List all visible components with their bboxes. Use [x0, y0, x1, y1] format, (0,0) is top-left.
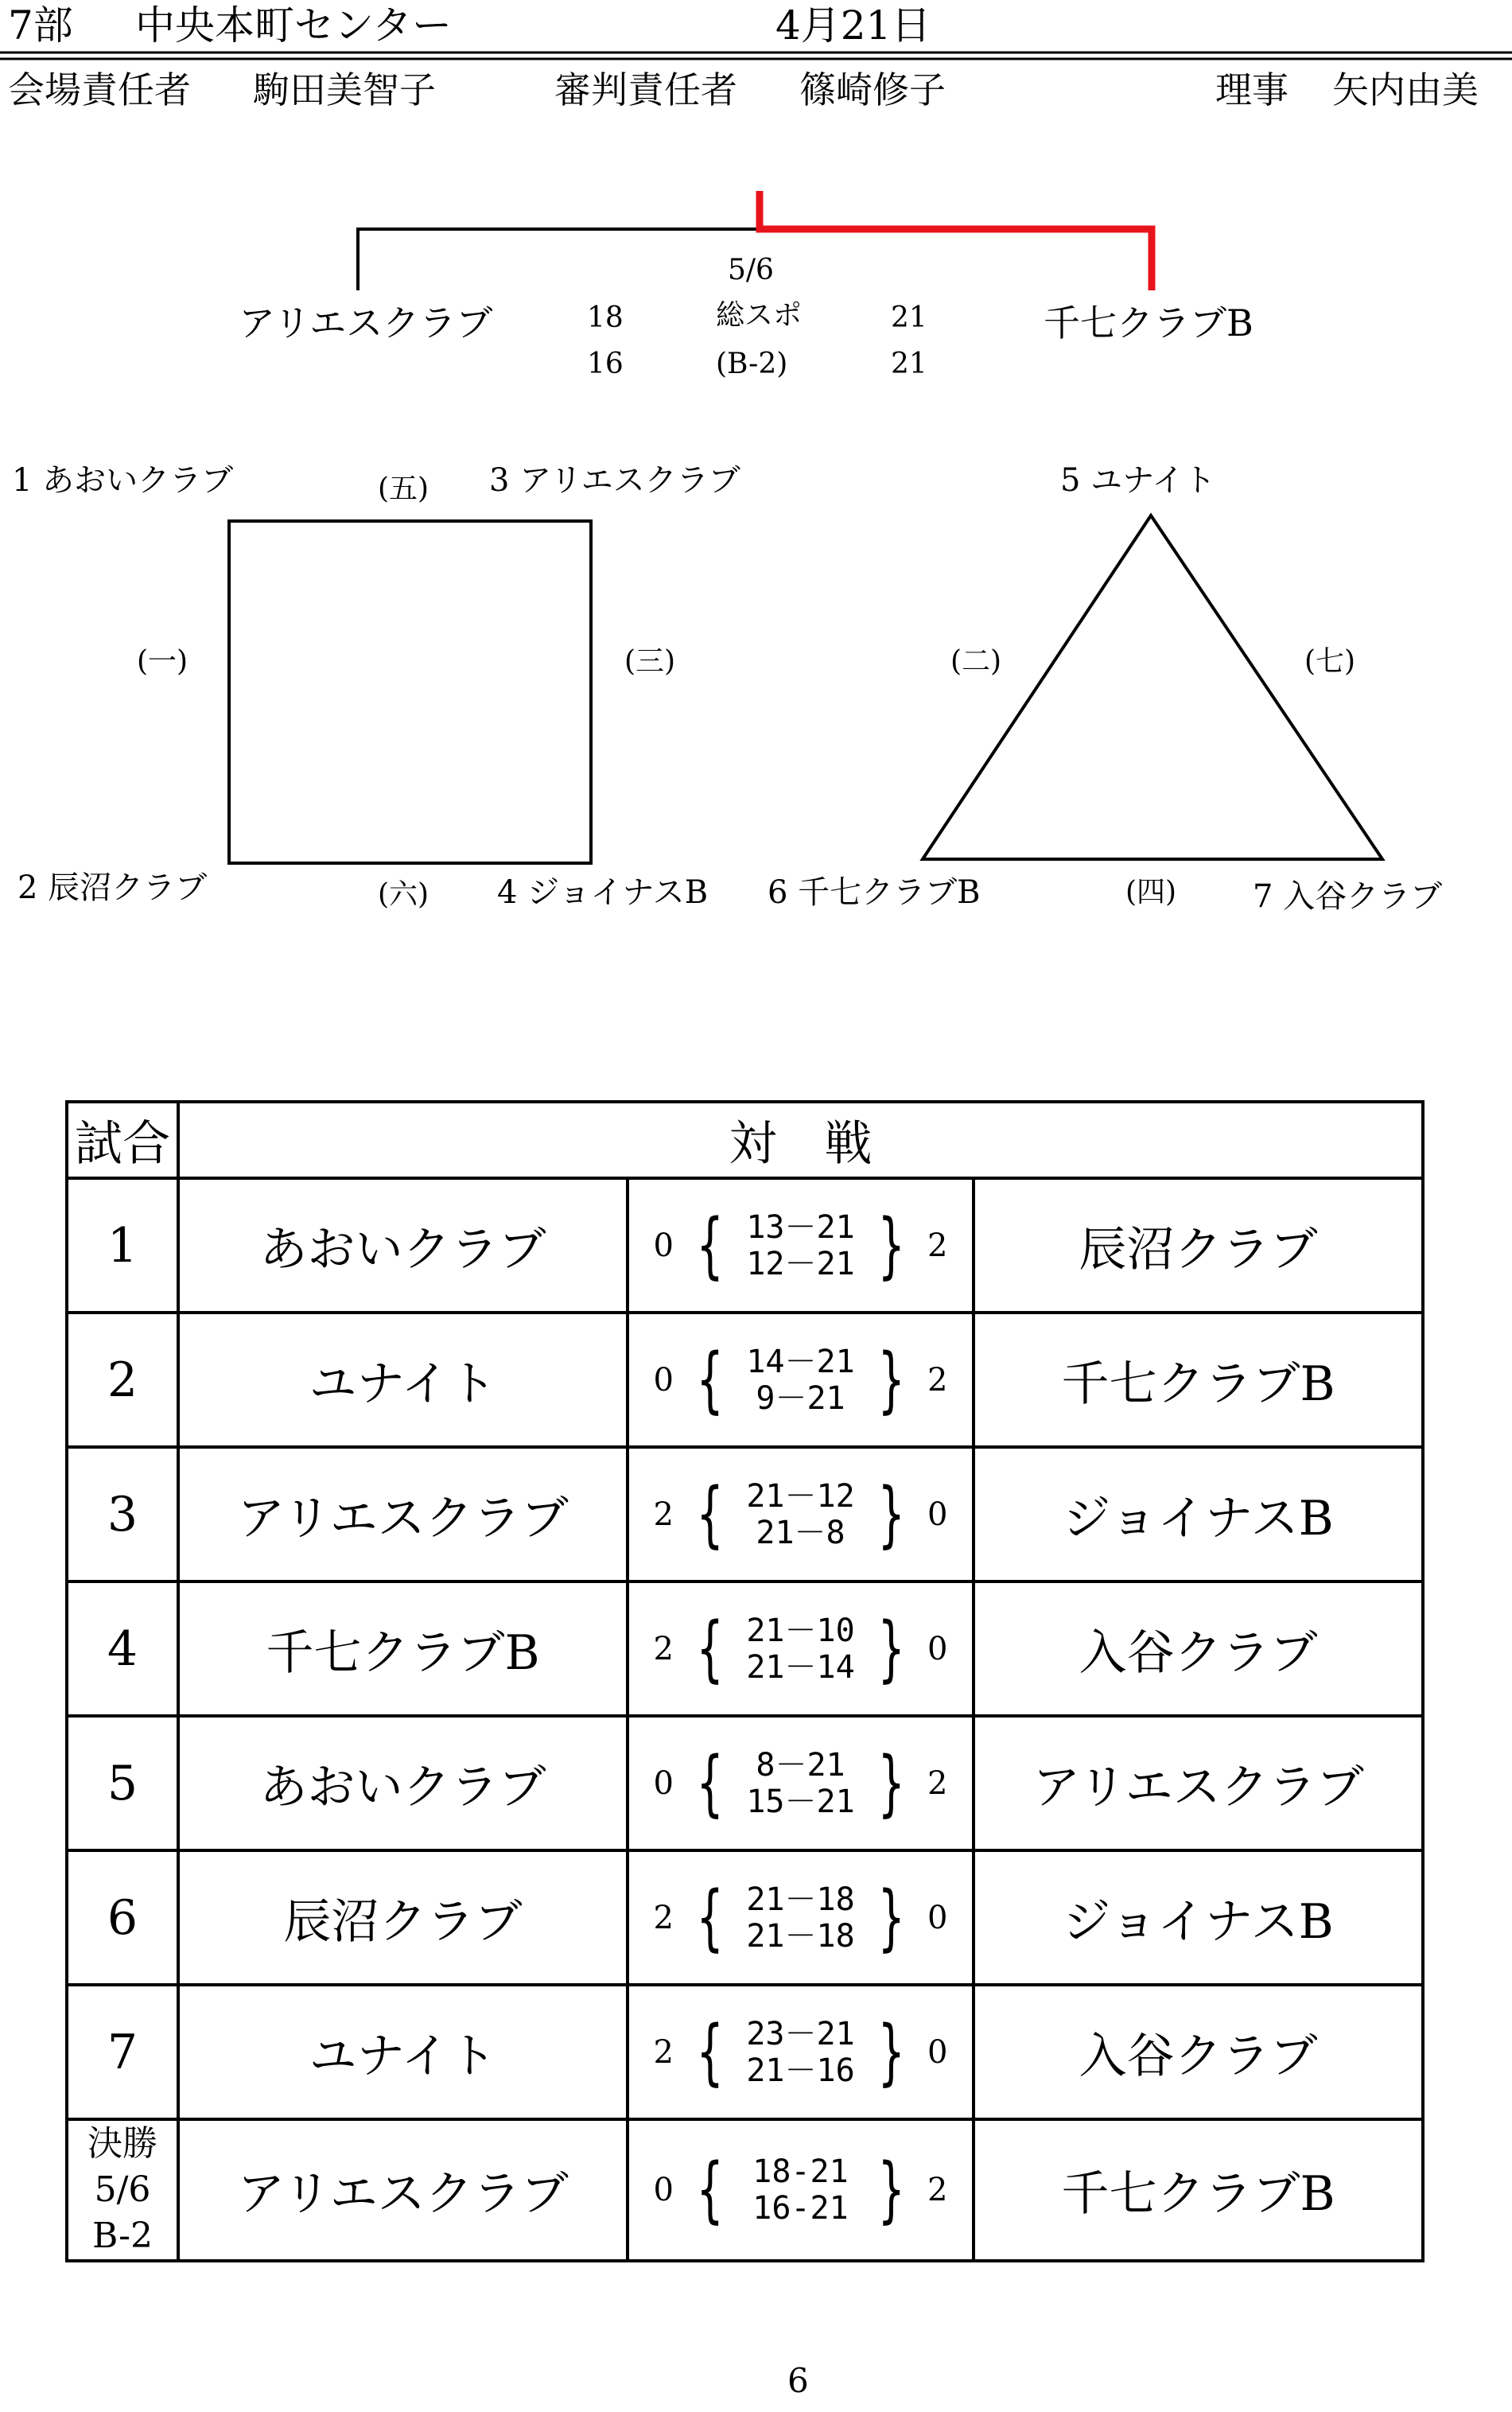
match-no-final [67, 2119, 178, 2261]
right-brace: } [876, 1875, 905, 1959]
score-cell [628, 1447, 974, 1581]
left-brace: { [696, 1875, 725, 1959]
set-1-score: 8－21 [756, 1746, 845, 1784]
left-sets-won: 2 [653, 2033, 674, 2071]
final-left-score-1: 18 [587, 302, 624, 334]
col-match-header: 試合 [67, 1102, 178, 1178]
match-no: 4 [67, 1581, 178, 1716]
table-row [67, 1985, 1423, 2119]
left-team: 辰沼クラブ [178, 1850, 628, 1985]
venue-manager-label: 会場責任者 [8, 68, 191, 111]
score-cell [628, 1850, 974, 1985]
triangle-left-label: (二) [950, 645, 1002, 678]
score-cell [628, 1581, 974, 1716]
set-1-score: 21－12 [746, 1477, 855, 1515]
triangle-team-6: 6 千七クラブB [768, 874, 981, 911]
left-brace: { [696, 2148, 725, 2231]
left-brace: { [696, 1472, 725, 1556]
final-date: 5/6 [728, 254, 774, 286]
match-no: 5 [67, 1716, 178, 1850]
right-brace: } [876, 1741, 905, 1825]
left-brace: { [696, 1606, 725, 1690]
final-left-score-2: 16 [587, 348, 624, 380]
square-team-4: 4 ジョイナスB [497, 874, 709, 911]
left-sets-won: 0 [653, 2172, 674, 2208]
square-team-3: 3 アリエスクラブ [489, 462, 740, 499]
left-brace: { [696, 1203, 725, 1287]
right-brace: } [876, 2009, 905, 2094]
director-label: 理事 [1215, 68, 1289, 111]
left-team: 千七クラブB [178, 1581, 628, 1716]
referee-manager-name: 篠崎修子 [799, 68, 946, 111]
final-right-score-1: 21 [891, 302, 927, 334]
right-team: 入谷クラブ [974, 1581, 1423, 1716]
right-sets-won: 2 [927, 1227, 948, 1264]
left-team: アリエスクラブ [178, 1447, 628, 1581]
square-top-label: (五) [378, 473, 430, 505]
right-team: ジョイナスB [974, 1850, 1423, 1985]
right-sets-won: 0 [927, 1899, 948, 1936]
referee-manager-label: 審判責任者 [554, 68, 737, 111]
square-team-1: 1 あおいクラブ [12, 462, 234, 499]
director-name: 矢内由美 [1332, 68, 1479, 111]
right-sets-won: 0 [927, 1630, 948, 1667]
left-sets-won: 0 [653, 1764, 674, 1802]
final-court: (B-2) [716, 348, 788, 380]
right-brace: } [876, 1337, 905, 1422]
square-bottom-label: (六) [378, 878, 430, 911]
match-no: 6 [67, 1850, 178, 1985]
table-header-row [67, 1102, 1423, 1178]
col-vs-header: 対 戦 [178, 1102, 1423, 1178]
set-2-score: 16-21 [752, 2190, 849, 2227]
match-no: 2 [67, 1313, 178, 1447]
left-sets-won: 2 [653, 1899, 674, 1936]
set-1-score: 21－18 [746, 1881, 855, 1918]
table-row [67, 1447, 1423, 1581]
right-team: 入谷クラブ [974, 1985, 1423, 2119]
score-cell [628, 1985, 974, 2119]
date-label: 4月21日 [775, 2, 931, 49]
results-table [65, 1100, 1425, 2262]
score-cell [628, 2119, 974, 2261]
left-team: あおいクラブ [178, 1178, 628, 1313]
score-cell [628, 1716, 974, 1850]
square-right-label: (三) [624, 645, 676, 678]
right-brace: } [876, 2148, 905, 2231]
set-1-score: 23－21 [746, 2015, 855, 2052]
page-number: 6 [787, 2361, 809, 2400]
final-venue: 総スポ [716, 299, 803, 332]
set-1-score: 14－21 [746, 1343, 855, 1380]
left-sets-won: 2 [653, 1630, 674, 1667]
set-2-score: 21－16 [746, 2052, 855, 2089]
division-label: 7部 [8, 2, 73, 49]
square-left-label: (一) [137, 645, 189, 678]
right-sets-won: 2 [927, 1764, 948, 1802]
table-row [67, 1716, 1423, 1850]
score-cell [628, 1313, 974, 1447]
set-1-score: 13－21 [746, 1208, 855, 1246]
right-brace: } [876, 1203, 905, 1287]
final-left-team: アリエスクラブ [239, 302, 493, 344]
final-no-line1: 決勝 [87, 2123, 157, 2164]
match-no: 3 [67, 1447, 178, 1581]
right-team: ジョイナスB [974, 1447, 1423, 1581]
left-brace: { [696, 1337, 725, 1422]
left-brace: { [696, 2009, 725, 2094]
left-sets-won: 0 [653, 1361, 674, 1399]
set-2-score: 12－21 [746, 1245, 855, 1282]
bracket-winner-line [760, 191, 1152, 290]
right-sets-won: 0 [927, 1496, 948, 1533]
triangle-team-5: 5 ユナイト [1060, 462, 1216, 499]
right-team: 千七クラブB [974, 1313, 1423, 1447]
set-1-score: 18-21 [752, 2153, 849, 2190]
right-sets-won: 2 [927, 1361, 948, 1399]
table-row [67, 1850, 1423, 1985]
left-team: ユナイト [178, 1985, 628, 2119]
final-right-team: 千七クラブB [1044, 302, 1254, 344]
table-row-final [67, 2119, 1423, 2261]
set-2-score: 21－18 [746, 1917, 855, 1955]
right-team: 辰沼クラブ [974, 1178, 1423, 1313]
triangle-right-label: (七) [1304, 645, 1356, 678]
league-square [229, 521, 591, 863]
table-row [67, 1581, 1423, 1716]
table-row [67, 1313, 1423, 1447]
venue-name: 中央本町センター [135, 2, 452, 49]
left-sets-won: 2 [653, 1496, 674, 1533]
set-2-score: 21－14 [746, 1648, 855, 1686]
left-team: あおいクラブ [178, 1716, 628, 1850]
left-sets-won: 0 [653, 1227, 674, 1264]
final-no-line2: 5/6 [94, 2169, 151, 2210]
right-team: アリエスクラブ [974, 1716, 1423, 1850]
table-row [67, 1178, 1423, 1313]
match-no: 1 [67, 1178, 178, 1313]
left-team: アリエスクラブ [178, 2119, 628, 2261]
score-cell [628, 1178, 974, 1313]
venue-manager-name: 駒田美智子 [253, 68, 436, 111]
right-sets-won: 2 [927, 2172, 948, 2208]
right-brace: } [876, 1472, 905, 1556]
left-brace: { [696, 1741, 725, 1825]
triangle-team-7: 7 入谷クラブ [1253, 878, 1443, 915]
set-2-score: 9－21 [756, 1379, 845, 1417]
triangle-bottom-label: (四) [1125, 876, 1177, 908]
set-2-score: 21－8 [756, 1514, 845, 1551]
square-team-2: 2 辰沼クラブ [17, 869, 208, 906]
right-brace: } [876, 1606, 905, 1690]
right-team: 千七クラブB [974, 2119, 1423, 2261]
league-triangle [923, 515, 1382, 859]
set-1-score: 21－10 [746, 1612, 855, 1649]
match-no: 7 [67, 1985, 178, 2119]
final-right-score-2: 21 [891, 348, 927, 380]
final-no-line3: B-2 [91, 2216, 153, 2256]
set-2-score: 15－21 [746, 1783, 855, 1820]
bracket-left-line [358, 229, 760, 290]
left-team: ユナイト [178, 1313, 628, 1447]
right-sets-won: 0 [927, 2033, 948, 2071]
